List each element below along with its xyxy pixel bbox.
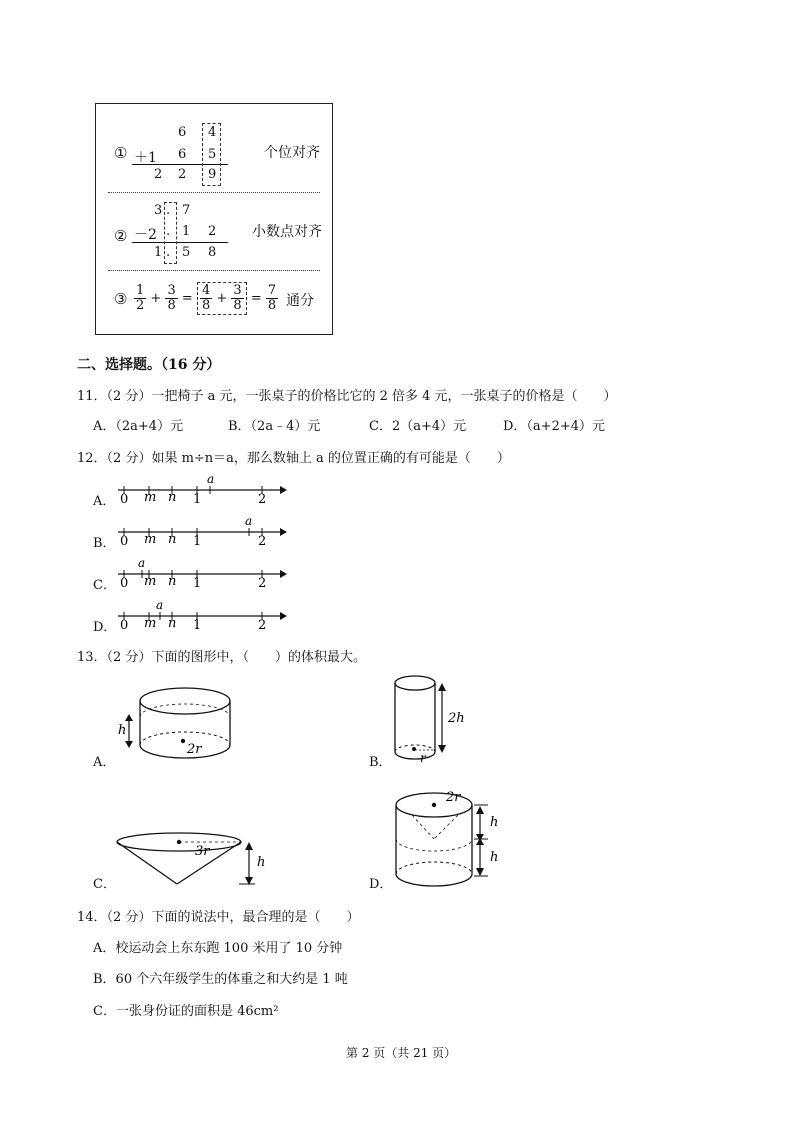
divider-1 [108, 192, 320, 193]
tick-2: 2 [258, 534, 267, 548]
marker-3: ③ [114, 290, 128, 308]
label-2r: 2r [187, 742, 202, 757]
page-footer: 第 2 页（共 21 页） [346, 1046, 457, 1060]
q12-option-b-letter: B． [93, 536, 116, 551]
tick-a: a [245, 514, 253, 528]
r2-d6: 5 [182, 245, 191, 260]
r1-d6: 2 [178, 167, 187, 182]
q11-option-b: B．（2a﹣4）元 [228, 419, 321, 434]
tick-0: 0 [120, 492, 129, 506]
label-3r: 3r [195, 844, 210, 859]
q14-stem: 14．（2 分）下面的说法中，最合理的是（ ） [77, 910, 360, 925]
tick-1: 1 [193, 534, 202, 548]
tick-a: a [138, 556, 146, 570]
tick-n: n [168, 532, 177, 547]
tick-a: a [156, 598, 164, 612]
r3-expr: $\frac{1}{2}$ + $\frac{3}{8}$ = $\frac{4}{8}$ + $\frac{3}{8}$ = $\frac{7}{8}$ [136, 283, 277, 313]
tick-2: 2 [258, 576, 267, 590]
r2-op: －2 [134, 227, 157, 243]
label-2r: 2r [446, 790, 461, 805]
q13-option-d-letter: D． [369, 877, 393, 892]
r1-d5: 2 [154, 167, 163, 182]
label-2h: 2h [448, 711, 465, 726]
tick-m: m [144, 532, 157, 547]
cone-c [113, 822, 273, 888]
r3-label: 通分 [286, 293, 314, 309]
q11-option-d: D．（a+2+4）元 [503, 419, 606, 434]
q12-option-d-letter: D． [93, 620, 117, 635]
tick-2: 2 [258, 618, 267, 632]
r2-label: 小数点对齐 [252, 224, 322, 240]
q13-option-c-letter: C． [93, 877, 116, 892]
r2-p1: . [166, 203, 171, 218]
q11-option-a: A．（2a+4）元 [93, 419, 184, 434]
tick-2: 2 [258, 492, 267, 506]
tick-n: n [168, 490, 177, 505]
r2-d7: 8 [208, 245, 217, 260]
tick-m: m [144, 490, 157, 505]
r2-p3: . [166, 245, 171, 260]
r1-op: ＋1 [134, 150, 157, 166]
q12-option-a-letter: A． [93, 494, 116, 509]
tick-0: 0 [120, 576, 129, 590]
q11-stem: 11．（2 分）一把椅子 a 元，一张桌子的价格比它的 2 倍多 4 元，一张桌子的价格是（ ） [77, 389, 617, 404]
r2-d4: 2 [208, 224, 217, 239]
q13-option-b-letter: B． [369, 755, 392, 770]
label-h: h [257, 855, 266, 870]
q13-stem: 13．（2 分）下面的图形中，（ ）的体积最大。 [77, 650, 366, 665]
q14-option-b: B．60 个六年级学生的体重之和大约是 1 吨 [93, 972, 348, 987]
label-h1: h [490, 815, 499, 830]
number-line-d [112, 596, 287, 632]
tick-m: m [144, 616, 157, 631]
tick-1: 1 [193, 576, 202, 590]
r2-p2: . [166, 224, 171, 239]
r1-label: 个位对齐 [264, 145, 320, 161]
number-line-c [112, 554, 287, 590]
cylinder-cone-d [388, 781, 518, 891]
r2-d3: 1 [182, 224, 191, 239]
label-h: h [118, 723, 127, 738]
tick-0: 0 [120, 618, 129, 632]
label-h2: h [490, 850, 499, 865]
q12-option-c-letter: C． [93, 578, 116, 593]
q14-option-a: A．校运动会上东东跑 100 米用了 10 分钟 [93, 941, 343, 956]
marker-1: ① [114, 144, 128, 162]
number-line-a [112, 470, 287, 506]
number-line-b [112, 512, 287, 548]
q13-option-a-letter: A． [93, 755, 116, 770]
tick-n: n [168, 616, 177, 631]
r1-align-box [202, 123, 221, 186]
tick-n: n [168, 574, 177, 589]
r1-d7: 9 [208, 167, 217, 182]
tick-0: 0 [120, 534, 129, 548]
q11-option-c: C．2（a+4）元 [369, 419, 467, 434]
r1-d1: 6 [178, 125, 187, 140]
r1-d3: 6 [178, 147, 187, 162]
r2-d2: 7 [182, 203, 191, 218]
marker-2: ② [114, 227, 128, 245]
q12-stem: 12．（2 分）如果 m÷n＝a，那么数轴上 a 的位置正确的有可能是（ ） [77, 451, 510, 466]
section-title: 二、选择题。（16 分） [77, 357, 221, 373]
cylinder-a [115, 685, 245, 767]
tick-m: m [144, 574, 157, 589]
label-r: r [420, 751, 426, 765]
tick-1: 1 [193, 492, 202, 506]
r1-d4: 5 [208, 147, 217, 162]
example-box [95, 103, 333, 335]
r2-d1: 3 [154, 203, 163, 218]
r2-align-box [164, 202, 177, 264]
tick-1: 1 [193, 618, 202, 632]
cylinder-b [388, 672, 478, 768]
r1-d2: 4 [208, 125, 217, 140]
r2-rule [132, 242, 228, 243]
tick-a: a [207, 472, 215, 486]
q14-option-c: C．一张身份证的面积是 46cm² [93, 1004, 279, 1019]
r2-d5: 1 [154, 245, 163, 260]
divider-2 [108, 270, 320, 271]
